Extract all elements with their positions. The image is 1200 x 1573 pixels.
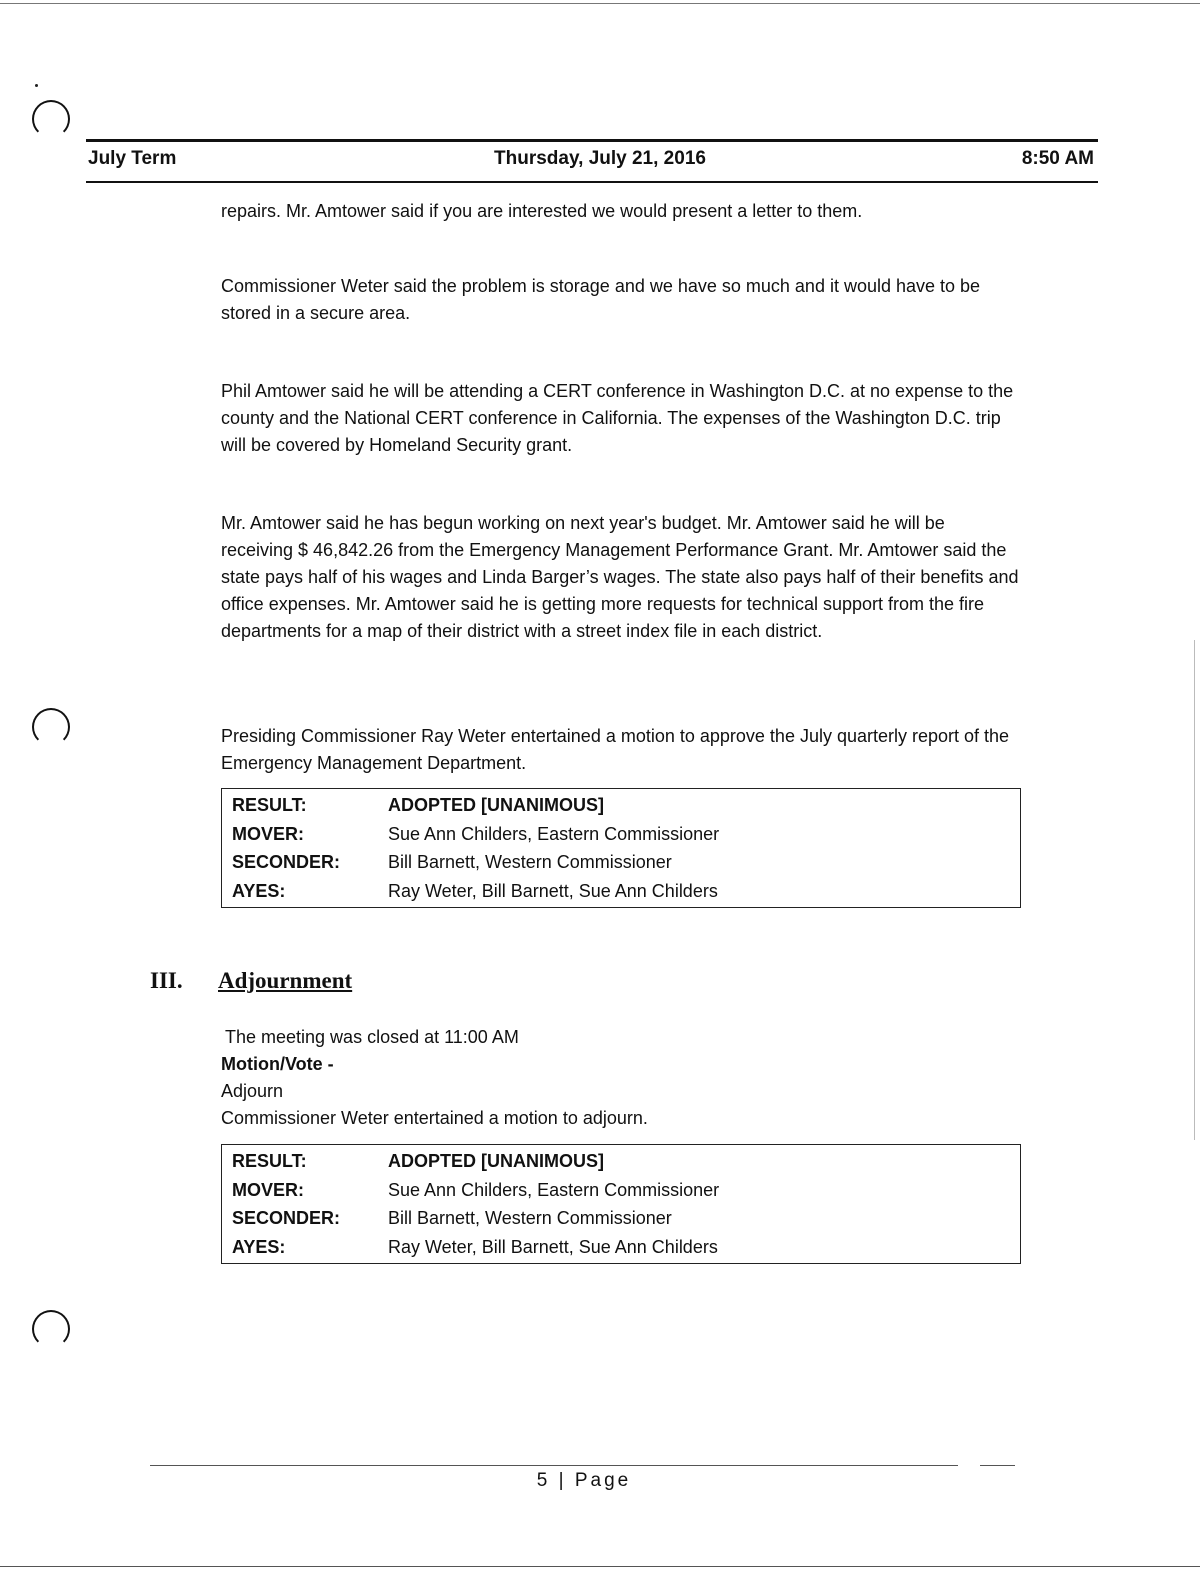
vote-result: ADOPTED [UNANIMOUS] [388,795,604,815]
scan-edge-right [1194,640,1195,1140]
meeting-closed-text: The meeting was closed at 11:00 AM [225,1027,519,1047]
vote-row-mover [232,1176,1020,1205]
vote-ayes: Ray Weter, Bill Barnett, Sue Ann Childers [388,880,718,901]
vote-row-seconder [232,1204,1020,1233]
paragraph-budget: Mr. Amtower said he has begun working on next year's budget. Mr. Amtower said he will be receiving $ 46,842.26 from the Emergency Management Performance Grant. Mr. Amtower said the state pays half of his wages and Linda Barger’s wages. The state also pays half of their benefits and office expenses. Mr. Amtower said he is getting more requests for technical support from the fire departments for a map of their district with a street index file in each district. [221,513,1019,641]
header-date: Thursday, July 21, 2016 [494,148,706,169]
section-title: Adjournment [218,968,353,993]
scan-edge-bottom [0,1566,1200,1567]
vote-seconder: Bill Barnett, Western Commissioner [388,1208,672,1228]
vote-label: RESULT: [232,795,307,815]
footer-rule-dash [980,1465,1015,1466]
vote-seconder: Bill Barnett, Western Commissioner [388,852,672,872]
header-time: 8:50 AM [1021,148,1094,169]
header-rule-bottom [86,181,1098,183]
paragraph-motion-quarterly-report: Presiding Commissioner Ray Weter entertained a motion to approve the July quarterly report of the Emergency Management Department. [221,726,1010,773]
vote-mover: Sue Ann Childers, Eastern Commissioner [388,1179,720,1200]
vote-row-result [232,791,1020,820]
footer-rule [150,1465,958,1466]
scan-edge-top [0,3,1200,4]
motion-name: Adjourn [221,1081,284,1101]
vote-label: MOVER: [232,1179,304,1200]
punch-hole-middle [32,708,70,746]
vote-table-quarterly-report [221,788,1021,908]
vote-mover: Sue Ann Childers, Eastern Commissioner [388,823,720,844]
vote-row-ayes [232,877,1020,906]
punch-hole-bottom [32,1310,70,1348]
vote-label: AYES: [232,1236,286,1257]
scan-speck [35,84,38,87]
vote-label: SECONDER: [232,852,341,872]
vote-label: MOVER: [232,823,304,844]
vote-label: AYES: [232,880,286,901]
vote-row-seconder [232,848,1020,877]
paragraph-cert-conference: Phil Amtower said he will be attending a CERT conference in Washington D.C. at no expense to the county and the National CERT conference in California. The expenses of the Washington D.C. trip will be covered by Homeland Security grant. [221,381,1014,455]
vote-row-result [232,1147,1020,1176]
vote-result: ADOPTED [UNANIMOUS] [388,1151,604,1171]
vote-label: RESULT: [232,1151,307,1171]
motion-entertained-text: Commissioner Weter entertained a motion to adjourn. [221,1108,648,1128]
vote-label: SECONDER: [232,1208,341,1228]
motion-vote-label: Motion/Vote - [221,1054,334,1074]
vote-ayes: Ray Weter, Bill Barnett, Sue Ann Childers [388,1236,718,1257]
section-number: III. [150,968,183,993]
vote-table-adjourn [221,1144,1021,1264]
punch-hole-top [32,100,70,138]
header-term: July Term [88,148,177,169]
page-number: 5 | Page [536,1470,632,1491]
paragraph-repairs: repairs. Mr. Amtower said if you are interested we would present a letter to them. [221,201,863,221]
section-heading [150,968,352,994]
paragraph-storage: Commissioner Weter said the problem is storage and we have so much and it would have to be stored in a secure area. [221,276,981,323]
vote-row-ayes [232,1233,1020,1262]
header-rule-top [86,139,1098,142]
vote-row-mover [232,820,1020,849]
